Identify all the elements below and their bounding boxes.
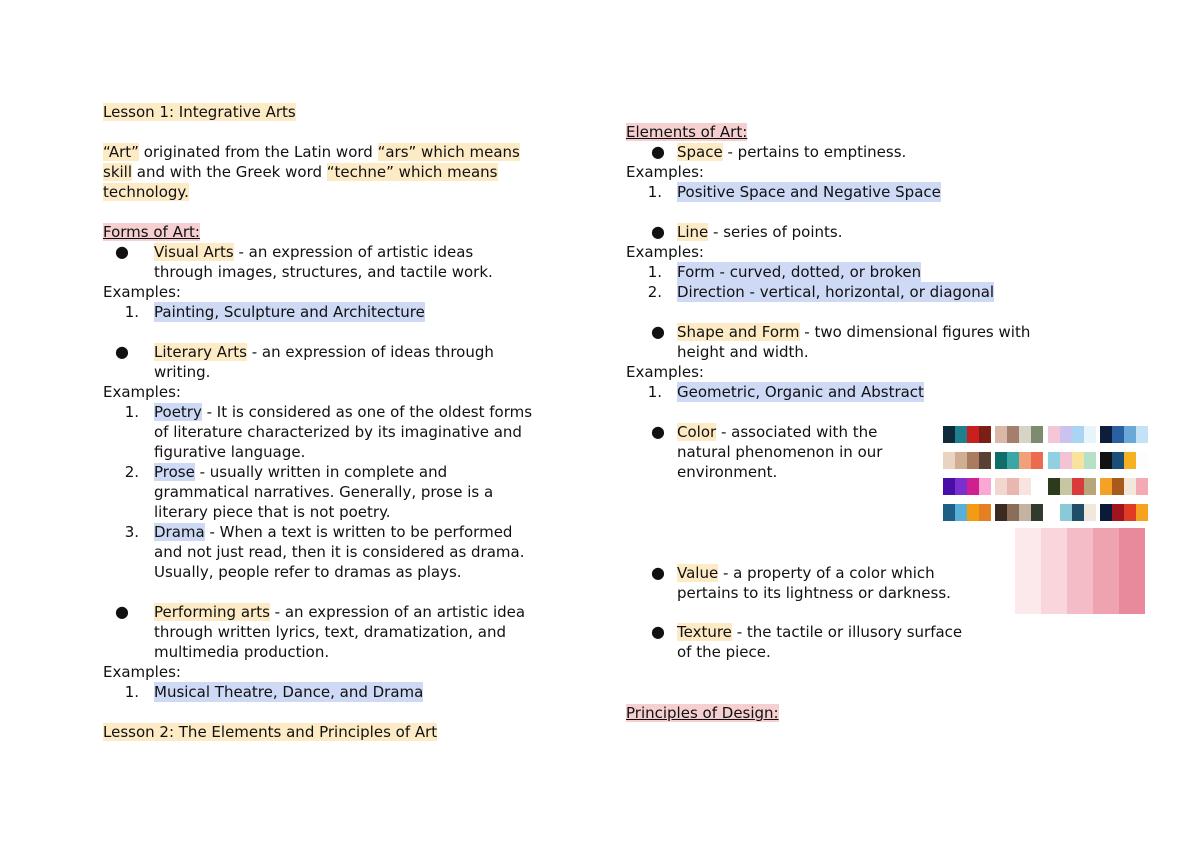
list-number: 1. [647, 183, 662, 201]
palette-swatch [979, 426, 991, 443]
palette-swatch [1112, 478, 1124, 495]
value-desc-1: - a property of a color which [718, 564, 935, 582]
intro-line-3 [103, 182, 189, 202]
list-number: 1. [124, 403, 139, 421]
shape-desc-1: - two dimensional figures with [799, 323, 1031, 341]
lesson1-title-text: Lesson 1: Integrative Arts [103, 103, 296, 121]
bullet-icon: ● [115, 602, 129, 621]
space-desc: - pertains to emptiness. [722, 143, 907, 161]
palette-swatch [1048, 452, 1060, 469]
palette-swatch [1031, 478, 1043, 495]
palette-swatch [1136, 504, 1148, 521]
palette-swatch [1072, 504, 1084, 521]
palette-swatch [995, 478, 1007, 495]
literary-arts-desc-1: - an expression of ideas through [246, 343, 494, 361]
palette-swatch [967, 452, 979, 469]
intro-technology: technology. [103, 183, 189, 201]
palette-swatch [1007, 426, 1019, 443]
palette-swatch [1112, 504, 1124, 521]
value-swatch [1015, 528, 1041, 614]
prose-label: Prose [154, 463, 195, 481]
list-number: 1. [647, 383, 662, 401]
forms-title [103, 222, 200, 242]
list-number: 1. [124, 303, 139, 321]
intro-text-2: and with the Greek word [132, 163, 327, 181]
list-number: 2. [124, 463, 139, 481]
palette-swatch [967, 504, 979, 521]
lesson2-title [103, 722, 437, 742]
palette-swatch [1072, 426, 1084, 443]
palette-swatch [995, 452, 1007, 469]
palette-swatch [955, 478, 967, 495]
palette-swatch [967, 478, 979, 495]
palette-swatch [1124, 504, 1136, 521]
palette-swatch [943, 452, 955, 469]
palette-swatch [1084, 504, 1096, 521]
palette-swatch [1031, 452, 1043, 469]
examples-label: Examples: [626, 163, 704, 181]
value-swatch [1041, 528, 1067, 614]
intro-art: “Art” [103, 143, 139, 161]
palette-swatch [1048, 504, 1060, 521]
palette-swatch [1100, 504, 1112, 521]
list-number: 3. [124, 523, 139, 541]
palette-swatch [1060, 426, 1072, 443]
poetry-desc-2: of literature characterized by its imaginative and [154, 423, 522, 441]
bullet-icon: ● [115, 242, 129, 261]
palette-swatch [1136, 426, 1148, 443]
visual-arts-label: Visual Arts [154, 243, 234, 261]
palette-swatch [1136, 478, 1148, 495]
literary-arts-desc-2: writing. [154, 363, 211, 381]
shape-desc-2: height and width. [677, 343, 809, 361]
value-desc-2: pertains to its lightness or darkness. [677, 584, 951, 602]
performing-arts-desc-2: through written lyrics, text, dramatization, and [154, 623, 506, 641]
color-label: Color [677, 423, 717, 441]
palette-swatch [1060, 504, 1072, 521]
intro-line-1 [103, 142, 520, 162]
line-example-2-text: Direction - vertical, horizontal, or diagonal [677, 283, 995, 301]
principles-title-text: Principles of Design: [626, 704, 779, 722]
shape-label: Shape and Form [677, 323, 800, 341]
examples-label: Examples: [103, 283, 181, 301]
space-label: Space [677, 143, 723, 161]
palette-swatch [943, 504, 955, 521]
palette-swatch [1100, 452, 1112, 469]
principles-title [626, 703, 779, 723]
palette-swatch [1124, 478, 1136, 495]
palette-swatch [1124, 426, 1136, 443]
intro-ars: “ars” which means [377, 143, 520, 161]
palette-swatch [1048, 426, 1060, 443]
palette-swatch [1072, 478, 1084, 495]
poetry-label: Poetry [154, 403, 202, 421]
drama-label: Drama [154, 523, 205, 541]
intro-techne: “techne” which means [326, 163, 498, 181]
drama-desc-2: and not just read, then it is considered as drama. [154, 543, 525, 561]
palette-swatch [1019, 426, 1031, 443]
palette-swatch [1007, 478, 1019, 495]
palette-swatch [943, 478, 955, 495]
prose-desc-3: literary piece that is not poetry. [154, 503, 391, 521]
performing-arts-label: Performing arts [154, 603, 270, 621]
palette-swatch [955, 452, 967, 469]
forms-title-text: Forms of Art: [103, 223, 200, 241]
palette-swatch [1060, 452, 1072, 469]
literary-arts-label: Literary Arts [154, 343, 247, 361]
visual-example-text: Painting, Sculpture and Architecture [154, 303, 425, 321]
palette-swatch [1031, 504, 1043, 521]
poetry-desc-3: figurative language. [154, 443, 306, 461]
bullet-icon: ● [651, 322, 665, 341]
palette-swatch [1084, 478, 1096, 495]
elements-title [626, 122, 747, 142]
texture-desc-1: - the tactile or illusory surface [731, 623, 963, 641]
bullet-icon: ● [651, 222, 665, 241]
lesson1-title [103, 102, 296, 122]
palette-swatch [1072, 452, 1084, 469]
palette-swatch [1112, 426, 1124, 443]
palette-swatch [1100, 426, 1112, 443]
color-desc-3: environment. [677, 463, 778, 481]
space-example-text: Positive Space and Negative Space [677, 183, 941, 201]
lesson2-title-text: Lesson 2: The Elements and Principles of Art [103, 723, 438, 741]
list-number: 2. [647, 283, 662, 301]
palette-swatch [1124, 452, 1136, 469]
examples-label: Examples: [103, 663, 181, 681]
texture-label: Texture [677, 623, 732, 641]
palette-swatch [979, 504, 991, 521]
bullet-icon: ● [651, 622, 665, 641]
poetry-desc-1: - It is considered as one of the oldest forms [201, 403, 533, 421]
visual-arts-desc-2: through images, structures, and tactile work. [154, 263, 493, 281]
bullet-icon: ● [115, 342, 129, 361]
line-example-1-text: Form - curved, dotted, or broken [677, 263, 922, 281]
palette-swatch [955, 504, 967, 521]
list-number: 1. [124, 683, 139, 701]
palette-swatch [967, 426, 979, 443]
texture-desc-2: of the piece. [677, 643, 771, 661]
palette-swatch [1084, 452, 1096, 469]
bullet-icon: ● [651, 422, 665, 441]
drama-desc-3: Usually, people refer to dramas as plays. [154, 563, 462, 581]
examples-label: Examples: [626, 363, 704, 381]
palette-swatch [979, 452, 991, 469]
palette-swatch [943, 426, 955, 443]
palette-swatch [1019, 452, 1031, 469]
performing-arts-desc-3: multimedia production. [154, 643, 330, 661]
value-label: Value [677, 564, 719, 582]
elements-title-text: Elements of Art: [626, 123, 748, 141]
prose-desc-1: - usually written in complete and [194, 463, 448, 481]
palette-swatch [995, 504, 1007, 521]
palette-swatch [1019, 478, 1031, 495]
examples-label: Examples: [103, 383, 181, 401]
value-swatch [1093, 528, 1119, 614]
color-desc-1: - associated with the [716, 423, 878, 441]
list-number: 1. [647, 263, 662, 281]
performing-example-text: Musical Theatre, Dance, and Drama [154, 683, 424, 701]
value-swatch [1119, 528, 1145, 614]
palette-swatch [1019, 504, 1031, 521]
intro-skill: skill [103, 163, 133, 181]
intro-text-1: originated from the Latin word [138, 143, 378, 161]
examples-label: Examples: [626, 243, 704, 261]
palette-swatch [1136, 452, 1148, 469]
palette-swatch [1084, 426, 1096, 443]
palette-swatch [1060, 478, 1072, 495]
line-desc: - series of points. [708, 223, 843, 241]
palette-swatch [1031, 426, 1043, 443]
palette-swatch [979, 478, 991, 495]
color-desc-2: natural phenomenon in our [677, 443, 883, 461]
value-swatch [1067, 528, 1093, 614]
bullet-icon: ● [651, 563, 665, 582]
palette-swatch [1100, 478, 1112, 495]
palette-swatch [1007, 452, 1019, 469]
palette-swatch [995, 426, 1007, 443]
performing-arts-desc-1: - an expression of an artistic idea [269, 603, 526, 621]
bullet-icon: ● [651, 142, 665, 161]
palette-swatch [955, 426, 967, 443]
intro-line-2 [103, 162, 498, 182]
visual-arts-desc-1: - an expression of artistic ideas [233, 243, 474, 261]
shape-example-text: Geometric, Organic and Abstract [677, 383, 924, 401]
palette-swatch [1048, 478, 1060, 495]
line-label: Line [677, 223, 709, 241]
palette-swatch [1112, 452, 1124, 469]
palette-swatch [1007, 504, 1019, 521]
drama-desc-1: - When a text is written to be performed [204, 523, 513, 541]
prose-desc-2: grammatical narratives. Generally, prose is a [154, 483, 494, 501]
